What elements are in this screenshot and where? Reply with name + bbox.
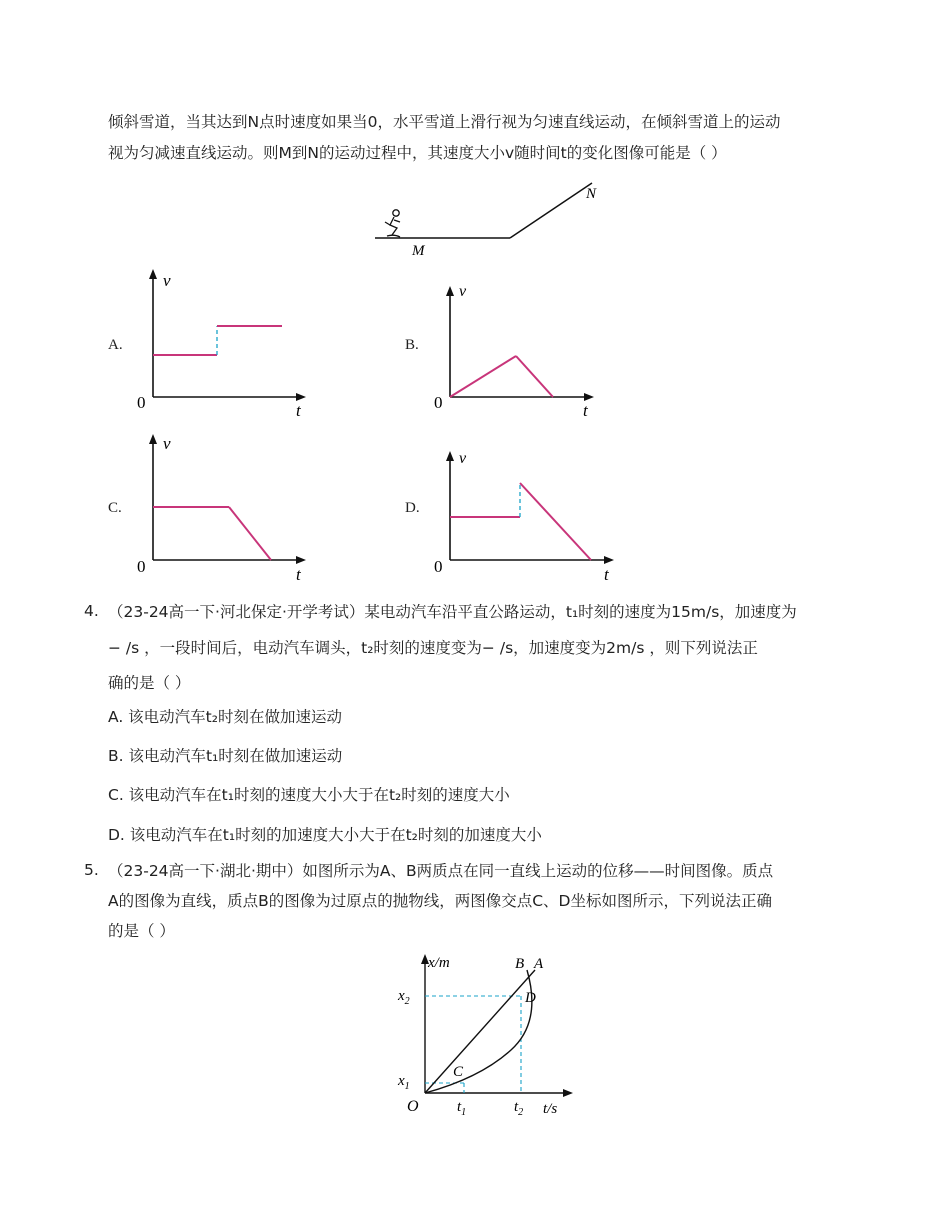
label-n: N [586,186,597,202]
svg-text:0: 0 [434,393,443,412]
q5-text-line3: 的是（ ） [108,922,175,940]
q4-text-line3: 确的是（ ） [108,674,191,692]
skier-icon [385,210,400,237]
q3-option-d-label[interactable]: D. [405,500,420,516]
q3-option-c-label[interactable]: C. [108,500,122,516]
q3-option-b-label[interactable]: B. [405,337,419,353]
svg-text:0: 0 [434,557,443,576]
svg-text:t2: $t_2$ [514,1099,524,1118]
q3-text-line2: 视为匀减速直线运动。则M到N的运动过程中，其速度大小v随时间t的变化图像可能是（ ） [108,144,727,162]
q5-number: 5. [84,861,99,879]
point-d: D [525,990,536,1006]
q5-xt-graph [395,950,585,1120]
q3-graph-a[interactable] [132,265,312,420]
svg-text:t1: $t_1$ [457,1099,467,1118]
svg-text:O: O [407,1098,419,1115]
svg-text:t: t [604,565,609,584]
line-a [425,970,535,1093]
svg-text:v: v [163,271,171,290]
q4-text-line1: （23-24高一下·河北保定·开学考试）某电动汽车沿平直公路运动，t₁时刻的速度为15m/s，加速度为 [108,603,797,621]
point-c: C [453,1064,464,1080]
q3-graph-b[interactable] [430,280,610,420]
svg-text:t: t [296,401,301,420]
svg-text:t/s: t/s [543,1101,558,1117]
svg-text:v: v [459,450,467,467]
q3-text-line1: 倾斜雪道，当其达到N点时速度如果当0，水平雪道上滑行视为匀速直线运动，在倾斜雪道上的运动 [108,113,781,131]
q3-graph-d[interactable] [430,445,620,585]
label-a: A [534,956,544,972]
q4-option-b[interactable]: B. 该电动汽车t₁时刻在做加速运动 [108,747,343,765]
q5-text-line2: A的图像为直线，质点B的图像为过原点的抛物线，两图像交点C、D坐标如图所示，下列说法正确 [108,892,772,910]
q5-text-line1: （23-24高一下·湖北·期中）如图所示为A、B两质点在同一直线上运动的位移——时间图像。质点 [108,862,774,880]
svg-text:t: t [583,401,588,420]
svg-text:x1: $x_1$ [398,1073,410,1092]
q4-text-line2: − /s ，一段时间后，电动汽车调头，t₂时刻的速度变为− /s，加速度变为2m/s ，则下列说法正 [108,639,758,657]
label-b: B [515,956,525,972]
q3-option-a-label[interactable]: A. [108,337,123,353]
svg-text:x/m: x/m [428,955,450,971]
svg-text:0: 0 [137,393,146,412]
q4-option-d[interactable]: D. 该电动汽车在t₁时刻的加速度大小大于在t₂时刻的加速度大小 [108,826,542,844]
q4-option-c[interactable]: C. 该电动汽车在t₁时刻的速度大小大于在t₂时刻的速度大小 [108,786,510,804]
q4-option-a[interactable]: A. 该电动汽车t₂时刻在做加速运动 [108,708,342,726]
svg-text:v: v [459,283,467,300]
slope-diagram [370,180,610,265]
svg-text:x2: $x_2$ [398,988,410,1007]
label-m: M [412,243,425,259]
svg-text:v: v [163,434,171,453]
svg-text:0: 0 [137,557,146,576]
q3-graph-c[interactable] [132,430,312,585]
q4-number: 4. [84,602,99,620]
svg-text:t: t [296,565,301,584]
